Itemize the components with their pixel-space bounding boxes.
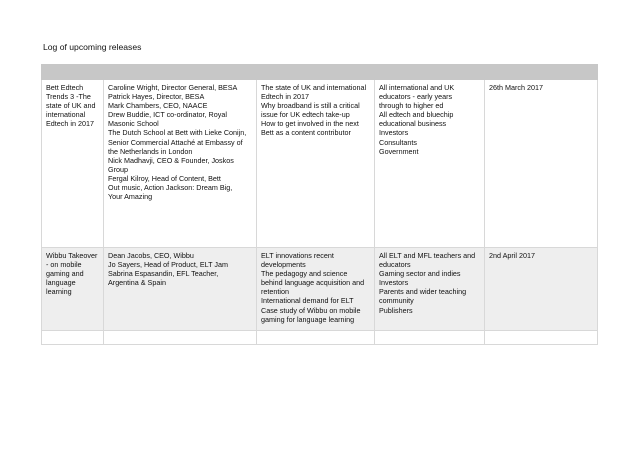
cell-line: Drew Buddie, ICT co-ordinator, Royal bbox=[108, 110, 227, 120]
page-title: Log of upcoming releases bbox=[43, 42, 142, 52]
cell-line: Fergal Kilroy, Head of Content, Bett bbox=[108, 173, 221, 183]
cell-line: educational business bbox=[379, 119, 447, 129]
cell-line: Wibbu Takeover bbox=[46, 251, 98, 260]
cell-line: ELT innovations recent bbox=[261, 251, 334, 260]
cell-line: educators - early years bbox=[379, 92, 453, 102]
cell-line: the Netherlands in London bbox=[108, 146, 193, 156]
cell-line: The Dutch School at Bett with Lieke Conijn, bbox=[108, 128, 247, 138]
cell-line: Argentina & Spain bbox=[108, 278, 166, 288]
cell-line: gaming and bbox=[46, 269, 84, 279]
cell-line: educators bbox=[379, 260, 411, 270]
cell-line: The state of UK and international bbox=[261, 83, 367, 92]
cell-line: Gaming sector and indies bbox=[379, 269, 461, 279]
cell-line: Trends 3 -The bbox=[46, 92, 91, 102]
header-cell bbox=[42, 65, 104, 80]
table-row bbox=[42, 80, 598, 248]
cell-line: Nick Madhavji, CEO & Founder, Joskos bbox=[108, 155, 234, 165]
topic-cell bbox=[42, 80, 104, 248]
cell-line: Why broadband is still a critical bbox=[261, 101, 360, 111]
header-cell bbox=[485, 65, 598, 80]
audience-cell bbox=[375, 80, 485, 248]
cell-line: All international and UK bbox=[379, 83, 455, 92]
header-cell bbox=[257, 65, 375, 80]
cell-line: Edtech in 2017 bbox=[46, 119, 94, 129]
empty-cell bbox=[257, 331, 375, 345]
cell-line: international bbox=[46, 110, 86, 120]
header-cell bbox=[104, 65, 257, 80]
cell-line: Senior Commercial Attaché at Embassy of bbox=[108, 137, 243, 147]
cell-line: Caroline Wright, Director General, BESA bbox=[108, 83, 238, 92]
cell-line: Masonic School bbox=[108, 119, 159, 129]
date-cell: 2nd April 2017 bbox=[485, 248, 598, 331]
themes-cell bbox=[257, 248, 375, 331]
cell-line: All ELT and MFL teachers and bbox=[379, 251, 476, 260]
cell-line: language bbox=[46, 278, 76, 288]
cell-line: Your Amazing bbox=[108, 192, 153, 202]
cell-line: Dean Jacobs, CEO, Wibbu bbox=[108, 251, 194, 260]
cell-line: state of UK and bbox=[46, 101, 96, 111]
cell-line: Jo Sayers, Head of Product, ELT Jam bbox=[108, 260, 228, 270]
cell-line: Investors bbox=[379, 128, 409, 138]
releases-table bbox=[41, 64, 598, 345]
cell-line: Group bbox=[108, 164, 128, 174]
cell-line: International demand for ELT bbox=[261, 296, 354, 306]
empty-cell bbox=[485, 331, 598, 345]
table-header-row bbox=[42, 65, 598, 80]
cell-line: learning bbox=[46, 287, 72, 297]
cell-line: Bett as a content contributor bbox=[261, 128, 351, 138]
header-cell bbox=[375, 65, 485, 80]
cell-line: issue for UK edtech take-up bbox=[261, 110, 350, 120]
cell-line: retention bbox=[261, 287, 289, 297]
cell-line: developments bbox=[261, 260, 306, 270]
people-cell bbox=[104, 248, 257, 331]
topic-cell bbox=[42, 248, 104, 331]
date-cell: 26th March 2017 bbox=[485, 80, 598, 248]
cell-line: Sabrina Espasandin, EFL Teacher, bbox=[108, 269, 219, 279]
cell-line: Patrick Hayes, Director, BESA bbox=[108, 92, 205, 102]
empty-cell bbox=[375, 331, 485, 345]
cell-line: - on mobile bbox=[46, 260, 82, 270]
people-cell bbox=[104, 80, 257, 248]
cell-line: Investors bbox=[379, 278, 409, 288]
empty-cell bbox=[42, 331, 104, 345]
cell-line: community bbox=[379, 296, 414, 306]
cell-line: How to get involved in the next bbox=[261, 119, 359, 129]
audience-cell bbox=[375, 248, 485, 331]
cell-line: The pedagogy and science bbox=[261, 269, 348, 279]
cell-line: Bett Edtech bbox=[46, 83, 84, 92]
empty-cell bbox=[104, 331, 257, 345]
cell-line: Consultants bbox=[379, 137, 417, 147]
table-row-empty bbox=[42, 331, 598, 345]
cell-line: All edtech and bluechip bbox=[379, 110, 454, 120]
cell-line: Out music, Action Jackson: Dream Big, bbox=[108, 183, 233, 193]
cell-line: Edtech in 2017 bbox=[261, 92, 309, 102]
table-row bbox=[42, 248, 598, 331]
cell-line: Parents and wider teaching bbox=[379, 287, 467, 297]
themes-cell bbox=[257, 80, 375, 248]
cell-line: Case study of Wibbu on mobile bbox=[261, 305, 361, 315]
cell-line: gaming for language learning bbox=[261, 314, 355, 324]
cell-line: Government bbox=[379, 146, 419, 156]
cell-line: Publishers bbox=[379, 305, 413, 315]
cell-line: Mark Chambers, CEO, NAACE bbox=[108, 101, 208, 111]
cell-line: through to higher ed bbox=[379, 101, 444, 111]
cell-line: behind language acquisition and bbox=[261, 278, 365, 288]
